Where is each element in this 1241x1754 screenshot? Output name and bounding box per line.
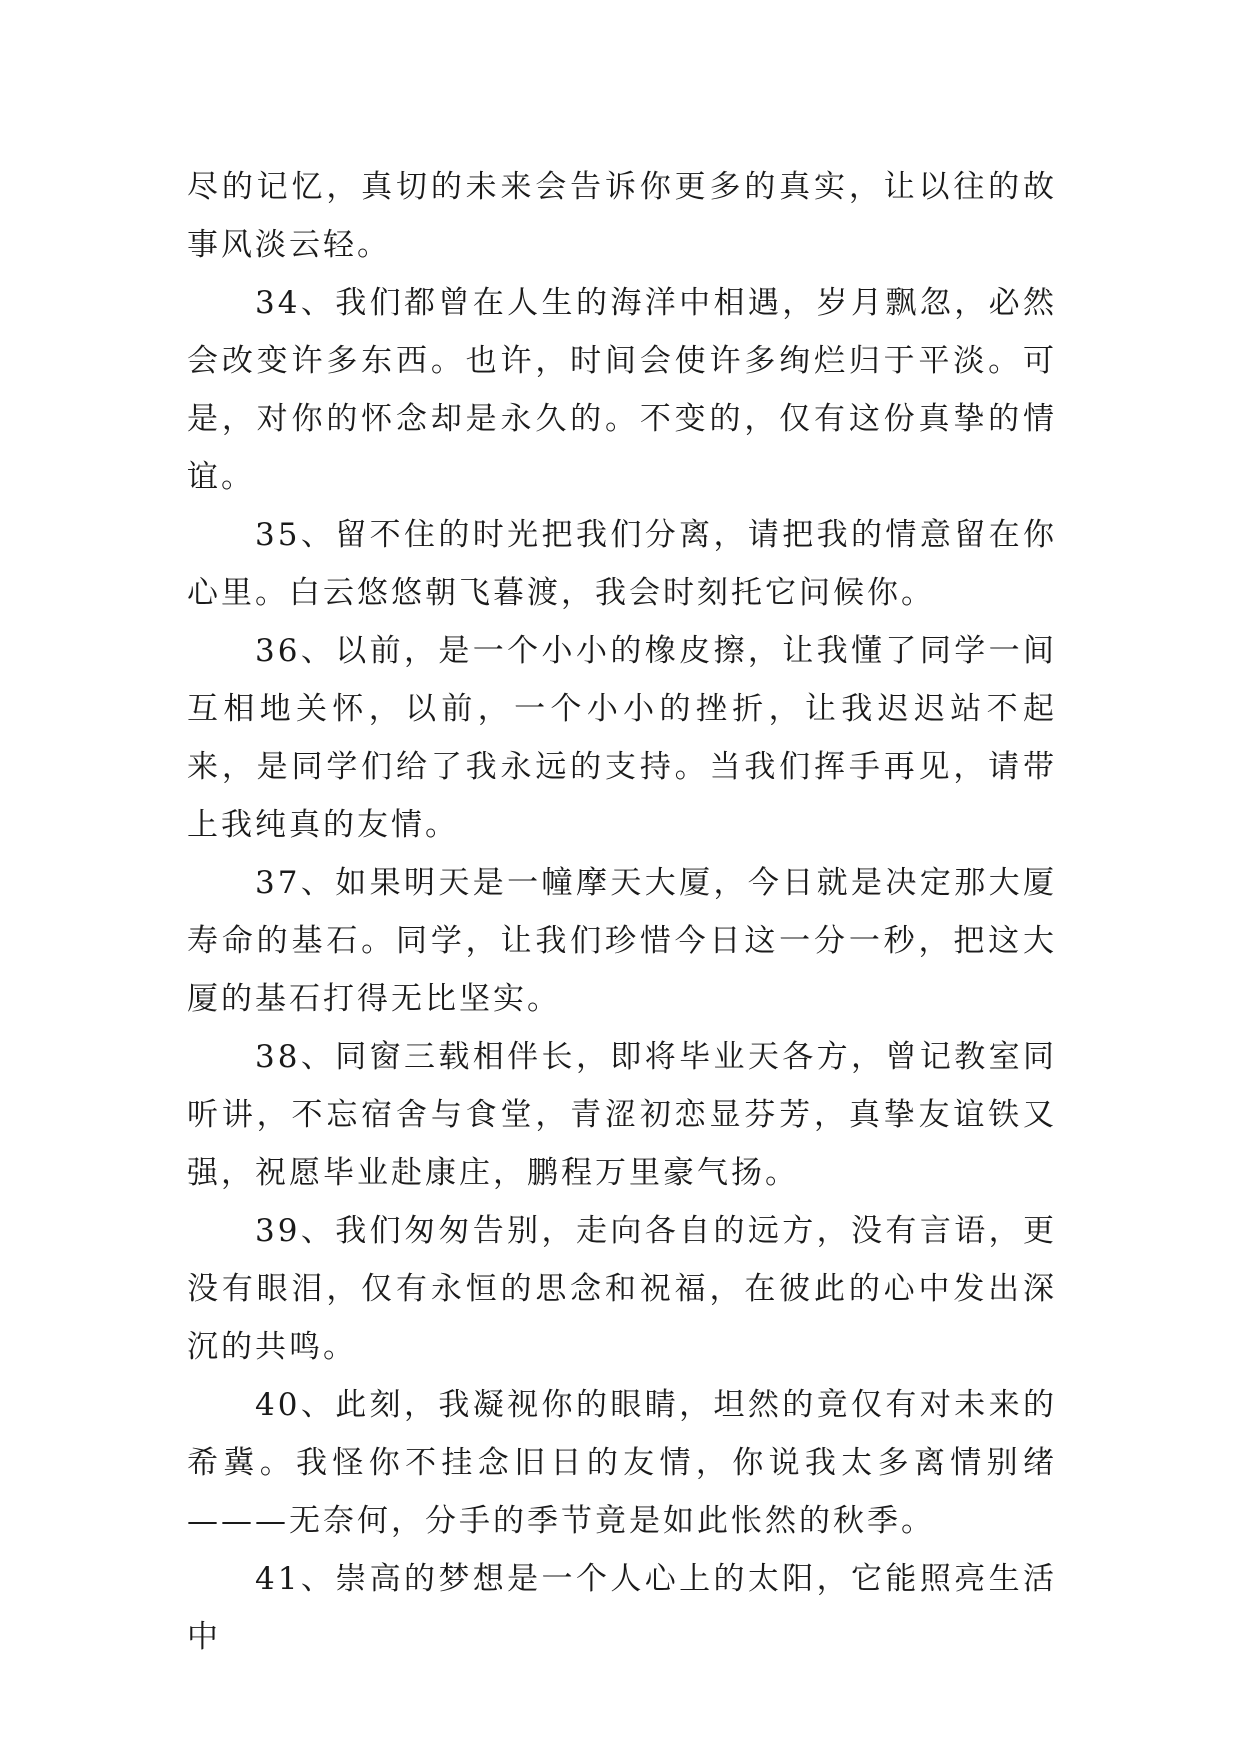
- body-text: [187, 158, 1057, 1666]
- paragraph-41: 41、崇高的梦想是一个人心上的太阳，它能照亮生活中: [187, 1561, 1057, 1655]
- paragraph-34: 34、我们都曾在人生的海洋中相遇，岁月飘忽，必然会改变许多东西。也许，时间会使许多绚烂归于平淡。可是，对你的怀念却是永久的。不变的，仅有这份真挚的情谊。: [187, 285, 1057, 495]
- paragraph-40: 40、此刻，我凝视你的眼睛，坦然的竟仅有对未来的希冀。我怪你不挂念旧日的友情，你说我太多离情别绪———无奈何，分手的季节竟是如此怅然的秋季。: [187, 1387, 1057, 1539]
- paragraph-36: 36、以前，是一个小小的橡皮擦，让我懂了同学一间互相地关怀，以前，一个小小的挫折，让我迟迟站不起来，是同学们给了我永远的支持。当我们挥手再见，请带上我纯真的友情。: [187, 633, 1057, 843]
- paragraph-continuation: 尽的记忆，真切的未来会告诉你更多的真实，让以往的故事风淡云轻。: [187, 169, 1057, 263]
- paragraph-39: 39、我们匆匆告别，走向各自的远方，没有言语，更没有眼泪，仅有永恒的思念和祝福，在彼此的心中发出深沉的共鸣。: [187, 1213, 1057, 1365]
- paragraph-37: 37、如果明天是一幢摩天大厦，今日就是决定那大厦寿命的基石。同学，让我们珍惜今日这一分一秒，把这大厦的基石打得无比坚实。: [187, 865, 1057, 1017]
- paragraph-38: 38、同窗三载相伴长，即将毕业天各方，曾记教室同听讲，不忘宿舍与食堂，青涩初恋显芬芳，真挚友谊铁又强，祝愿毕业赴康庄，鹏程万里豪气扬。: [187, 1039, 1057, 1191]
- paragraph-35: 35、留不住的时光把我们分离，请把我的情意留在你心里。白云悠悠朝飞暮渡，我会时刻托它问候你。: [187, 517, 1057, 611]
